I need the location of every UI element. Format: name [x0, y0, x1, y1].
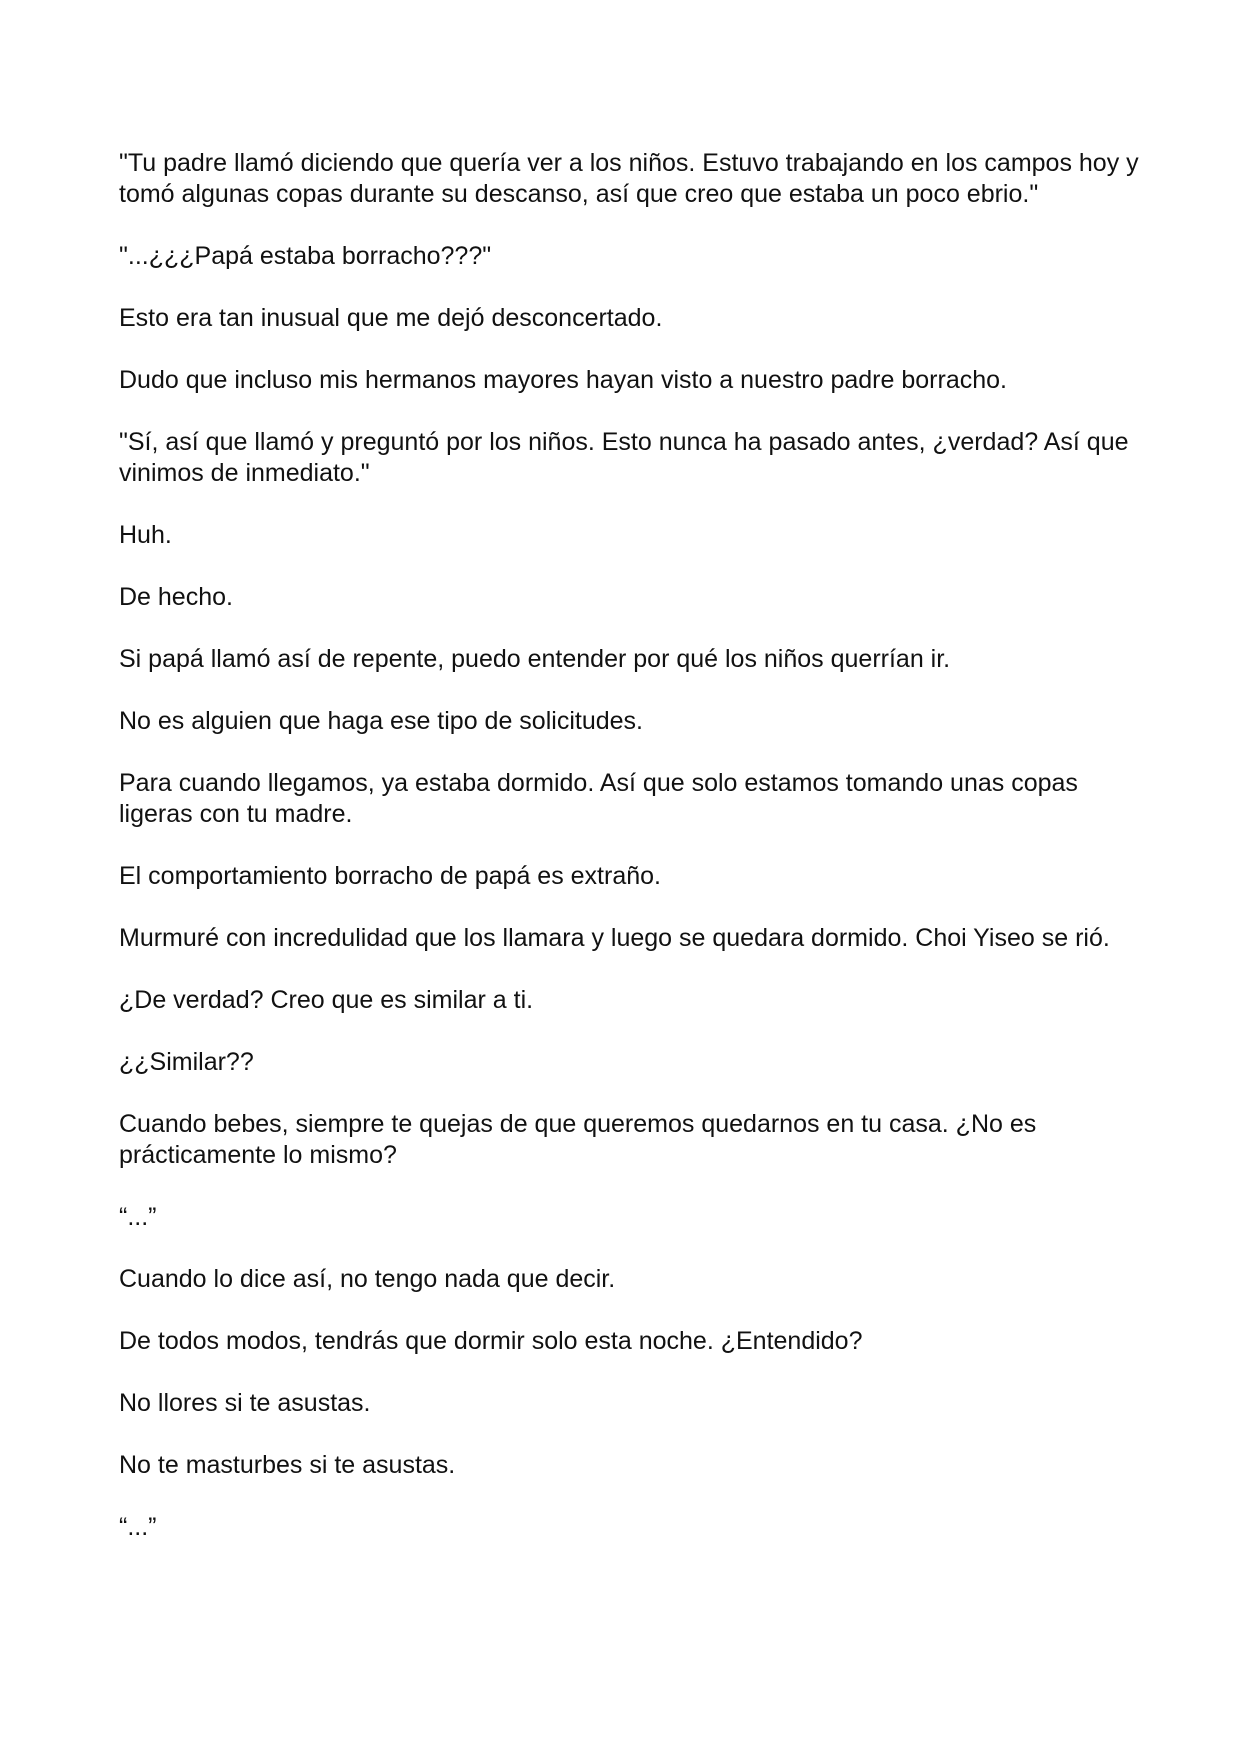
paragraph-4: Dudo que incluso mis hermanos mayores hayan visto a nuestro padre borracho.: [119, 366, 1007, 394]
paragraph-6: Huh.: [119, 521, 172, 549]
paragraph-7: De hecho.: [119, 583, 233, 611]
paragraph-17: Cuando lo dice así, no tengo nada que decir.: [119, 1265, 616, 1293]
paragraph-21: “...”: [119, 1513, 157, 1541]
paragraph-18: De todos modos, tendrás que dormir solo esta noche. ¿Entendido?: [119, 1327, 863, 1355]
paragraph-8: Si papá llamó así de repente, puedo entender por qué los niños querrían ir.: [119, 645, 951, 673]
paragraph-5: "Sí, así que llamó y preguntó por los niños. Esto nunca ha pasado antes, ¿verdad? Así que vinimos de inmediato.": [119, 428, 1129, 487]
paragraph-19: No llores si te asustas.: [119, 1389, 371, 1417]
paragraph-20: No te masturbes si te asustas.: [119, 1451, 456, 1479]
paragraph-3: Esto era tan inusual que me dejó desconcertado.: [119, 304, 663, 332]
paragraph-14: ¿¿Similar??: [119, 1048, 254, 1076]
paragraph-9: No es alguien que haga ese tipo de solicitudes.: [119, 707, 643, 735]
paragraph-11: El comportamiento borracho de papá es extraño.: [119, 862, 661, 890]
paragraph-1: "Tu padre llamó diciendo que quería ver a los niños. Estuvo trabajando en los campos hoy y tomó algunas copas durante su descanso, así que creo que estaba un poco ebrio.": [119, 149, 1139, 208]
paragraph-2: "...¿¿¿Papá estaba borracho???": [119, 242, 492, 270]
paragraph-12: Murmuré con incredulidad que los llamara y luego se quedara dormido. Choi Yiseo se rió.: [119, 924, 1110, 952]
paragraph-10: Para cuando llegamos, ya estaba dormido. Así que solo estamos tomando unas copas ligeras con tu madre.: [119, 769, 1078, 828]
paragraph-13: ¿De verdad? Creo que es similar a ti.: [119, 986, 534, 1014]
paragraph-15: Cuando bebes, siempre te quejas de que queremos quedarnos en tu casa. ¿No es prácticamente lo mismo?: [119, 1110, 1037, 1169]
paragraph-16: “...”: [119, 1203, 157, 1231]
document-body: [119, 148, 1139, 1543]
